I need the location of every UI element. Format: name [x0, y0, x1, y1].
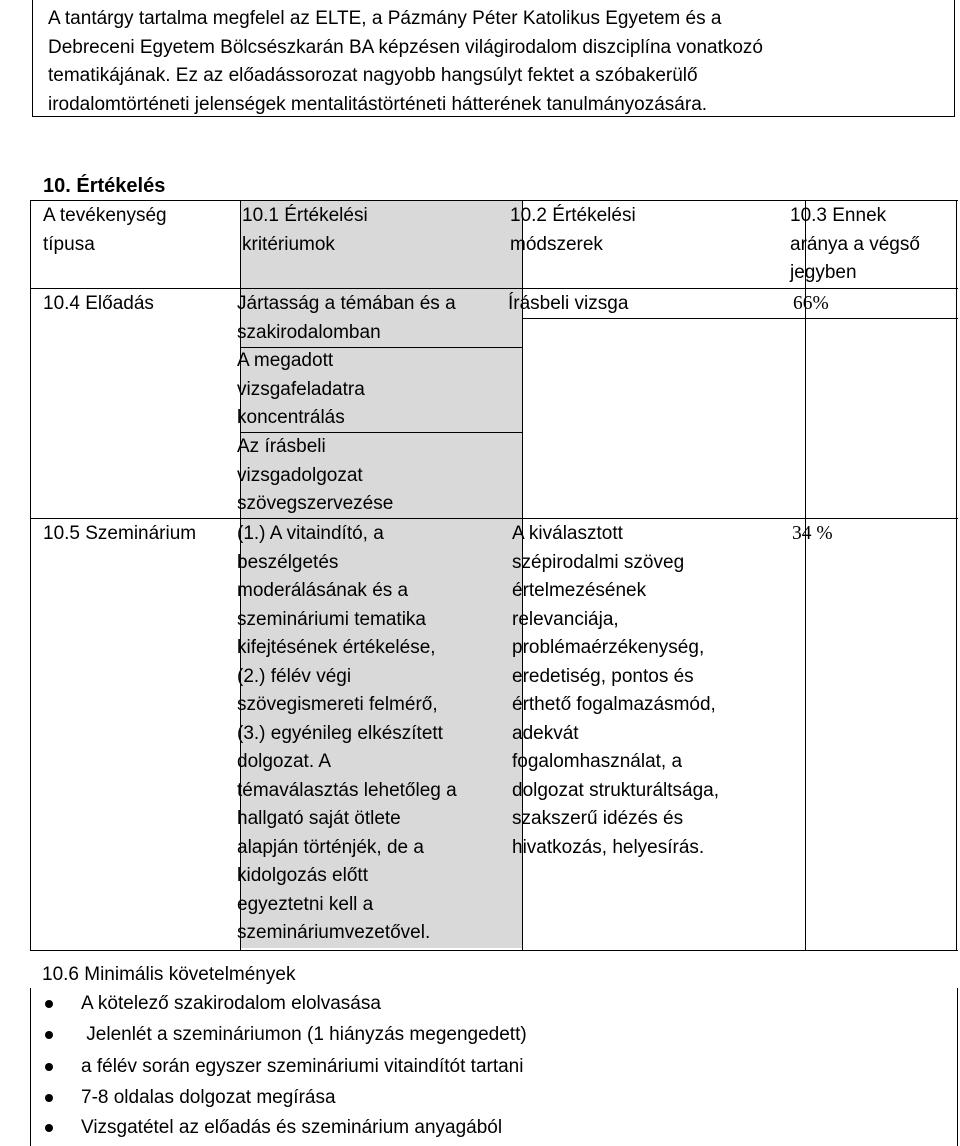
criteria-line: szövegismereti felmérő, [237, 694, 438, 715]
evaluation-table [30, 200, 958, 960]
list-item [31, 1114, 931, 1143]
bullet-icon [45, 1094, 53, 1102]
list-item-text: 7-8 oldalas dolgozat megírása [81, 1087, 336, 1108]
header-criteria-line: kritériumok [242, 233, 335, 255]
criteria-line: beszélgetés [237, 551, 339, 573]
bullet-icon [45, 1031, 53, 1039]
intro-paragraph [32, 0, 955, 117]
seminar-type: 10.5 Szeminárium [43, 523, 197, 544]
method-line: eredetiség, pontos és [512, 665, 694, 687]
header-activity-line: típusa [43, 233, 95, 255]
bullet-icon [45, 1000, 53, 1008]
method-line: fogalomhasználat, a [512, 751, 683, 772]
criteria-line: kifejtésének értékelése, [237, 637, 436, 658]
list-item-text: Jelenlét a szemináriumon (1 hiányzás megengedett) [81, 1024, 527, 1045]
criteria-line: szemináriumi tematika [237, 608, 426, 630]
table-row-divider [30, 288, 958, 289]
criteria-line: témaválasztás lehetőleg a [237, 779, 457, 801]
list-item-text: Vizsgatétel az előadás és szeminárium anyagából [81, 1117, 503, 1138]
seminar-criteria [237, 520, 457, 948]
criteria-line: alapján történjék, de a [237, 836, 424, 858]
criteria-line: egyeztetni kell a [237, 893, 374, 915]
intro-line: irodalomtörténeti jelenségek mentalitástörténeti hátterének tanulmányozására. [48, 93, 708, 115]
criteria-line: moderálásának és a [237, 580, 409, 601]
header-methods [510, 202, 636, 259]
header-methods-line: 10.2 Értékelési [510, 205, 636, 226]
seminar-method [512, 520, 719, 862]
lecture-share: 66% [793, 293, 829, 314]
method-line: szépirodalmi szöveg [512, 551, 685, 573]
share-box-line [805, 318, 806, 518]
criterion-line: Jártasság a témában és a [237, 293, 456, 314]
criteria-line: (1.) A vitaindító, a [237, 523, 384, 544]
header-activity [43, 202, 167, 259]
criterion-line: vizsgadolgozat [237, 464, 363, 486]
table-border-right [956, 200, 957, 950]
criterion-line: A megadott [237, 350, 334, 371]
table-row-divider [30, 518, 958, 519]
bullet-icon [45, 1124, 53, 1132]
criteria-line: kidolgozás előtt [237, 865, 368, 886]
table-col-divider [805, 518, 806, 950]
header-methods-line: módszerek [510, 233, 603, 255]
list-item [31, 1084, 931, 1113]
list-item [31, 1053, 931, 1082]
bullet-icon [45, 1063, 53, 1071]
criterion-line: koncentrálás [237, 407, 345, 428]
intro-line: A tantárgy tartalma megfelel az ELTE, a Pázmány Péter Katolikus Egyetem és a [48, 8, 722, 29]
criterion-line: vizsgafeladatra [237, 378, 365, 400]
list-item [31, 990, 931, 1019]
method-line: relevanciája, [512, 608, 619, 630]
intro-line: tematikájának. Ez az előadássorozat nagyobb hangsúlyt fektet a szóbakerülő [48, 65, 698, 86]
seminar-share: 34 % [792, 523, 833, 544]
header-criteria [242, 202, 368, 259]
table-border-left [30, 200, 31, 950]
criterion-line: szövegszervezése [237, 493, 394, 514]
table-border-top [30, 200, 958, 201]
criteria-line: (3.) egyénileg elkészített [237, 722, 443, 744]
lecture-criterion [237, 433, 393, 519]
list-item-text: a félév során egyszer szemináriumi vitaindítót tartani [81, 1056, 524, 1077]
min-requirements-list [30, 988, 958, 1146]
table-border-bottom [30, 950, 958, 951]
section-title: 10. Értékelés [43, 175, 166, 197]
list-item-text: A kötelező szakirodalom elolvasása [81, 993, 381, 1014]
lecture-criterion [237, 347, 365, 433]
intro-line: Debreceni Egyetem Bölcsészkarán BA képzésen világirodalom diszciplína vonatkozó [48, 36, 763, 58]
method-line: A kiválasztott [512, 523, 623, 544]
method-line: hivatkozás, helyesírás. [512, 836, 705, 858]
method-line: érthető fogalmazásmód, [512, 694, 716, 715]
method-line: szakszerű idézés és [512, 808, 684, 829]
list-item [31, 1021, 931, 1050]
criteria-line: szemináriumvezetővel. [237, 922, 431, 943]
criteria-line: dolgozat. A [237, 751, 332, 772]
criterion-line: Az írásbeli [237, 436, 326, 457]
lecture-method: Írásbeli vizsga [508, 293, 629, 314]
method-line: problémaérzékenység, [512, 637, 705, 658]
criteria-line: (2.) félév végi [237, 665, 352, 687]
method-line: adekvát [512, 722, 579, 744]
method-line: dolgozat strukturáltsága, [512, 779, 720, 801]
criteria-line: hallgató saját ötlete [237, 808, 401, 829]
header-share [790, 202, 920, 288]
min-requirements-title: 10.6 Minimális követelmények [42, 964, 296, 985]
method-line: értelmezésének [512, 580, 647, 601]
criterion-line: szakirodalomban [237, 321, 381, 343]
lecture-type: 10.4 Előadás [43, 293, 154, 314]
header-share-line: aránya a végső [790, 233, 920, 255]
header-activity-line: A tevékenység [43, 205, 167, 226]
lecture-criterion [237, 290, 456, 347]
header-criteria-line: 10.1 Értékelési [242, 205, 368, 226]
header-share-line: 10.3 Ennek [790, 205, 887, 226]
header-share-line: jegyben [790, 262, 857, 283]
